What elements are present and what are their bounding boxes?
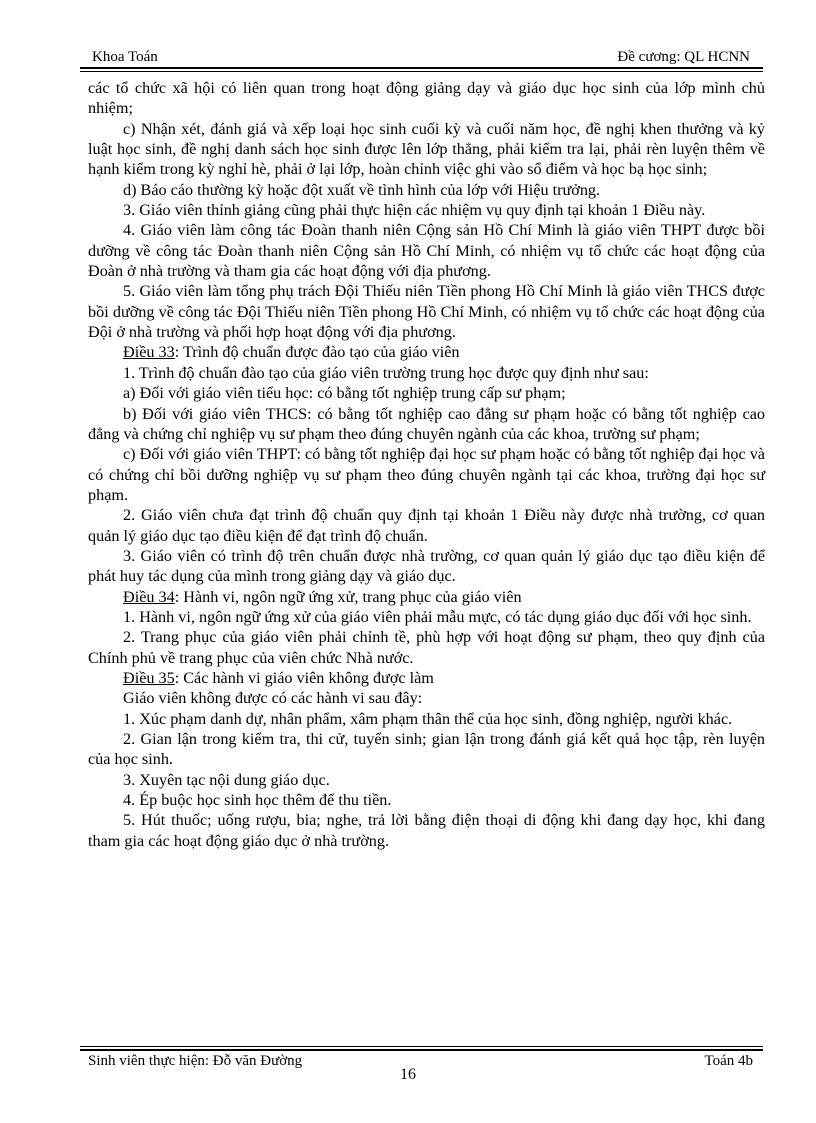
paragraph: a) Đối với giáo viên tiểu học: có bằng tốt nghiệp trung cấp sư phạm; bbox=[123, 384, 566, 403]
article-33-label: Điều 33 bbox=[123, 343, 175, 362]
paragraph: c) Nhận xét, đánh giá và xếp loại học sinh cuối kỳ và cuối năm học, đề nghị khen thưởng và kỷ luật học sinh, đề nghị danh sách học sinh được lên lớp thẳng, phải kiểm tra lại, phải rèn luyện thêm về hạnh kiểm trong kỳ nghỉ hè, phải ở lại lớp, hoàn chỉnh việc ghi vào sổ điểm và học bạ học sinh; bbox=[88, 119, 765, 179]
article-34-heading bbox=[88, 587, 765, 607]
paragraph: Giáo viên không được có các hành vi sau đây: bbox=[123, 689, 423, 708]
paragraph: 4. Giáo viên làm công tác Đoàn thanh niên Cộng sản Hồ Chí Minh là giáo viên THPT được bồi dưỡng về công tác Đoàn thanh niên Cộng sản Hồ Chí Minh, có nhiệm vụ tổ chức các hoạt động của Đoàn ở nhà trường và tham gia các hoạt động với địa phương. bbox=[88, 221, 765, 281]
paragraph: các tổ chức xã hội có liên quan trong hoạt động giảng dạy và giáo dục học sinh của lớp mình chủ nhiệm; bbox=[88, 79, 765, 118]
header-department: Khoa Toán bbox=[92, 49, 158, 65]
header-document-title: Đề cương: QL HCNN bbox=[617, 49, 750, 65]
article-35-title: : Các hành vi giáo viên không được làm bbox=[174, 668, 434, 687]
paragraph: 3. Xuyên tạc nội dung giáo dục. bbox=[123, 770, 330, 789]
page-number: 16 bbox=[400, 1066, 416, 1083]
paragraph: 1. Xúc phạm danh dự, nhân phẩm, xâm phạm thân thể của học sinh, đồng nghiệp, người khác. bbox=[123, 709, 733, 728]
paragraph: 3. Giáo viên thỉnh giảng cũng phải thực hiện các nhiệm vụ quy định tại khoản 1 Điều này. bbox=[123, 201, 706, 220]
article-35-heading bbox=[88, 668, 765, 688]
paragraph: 3. Giáo viên có trình độ trên chuẩn được nhà trường, cơ quan quản lý giáo dục tạo điều kiện để phát huy tác dụng của mình trong giảng dạy và giáo dục. bbox=[88, 546, 765, 586]
paragraph: 4. Ép buộc học sinh học thêm để thu tiền. bbox=[123, 791, 392, 810]
header-rule-thick bbox=[80, 67, 763, 69]
paragraph: 1. Hành vi, ngôn ngữ ứng xử của giáo viên phải mẫu mực, có tác dụng giáo dục đối với học sinh. bbox=[123, 607, 752, 626]
footer-class: Toán 4b bbox=[704, 1053, 753, 1069]
paragraph: 2. Giáo viên chưa đạt trình độ chuẩn quy định tại khoản 1 Điều này được nhà trường, cơ quan quản lý giáo dục tạo điều kiện để đạt trình độ chuẩn. bbox=[88, 506, 765, 545]
paragraph: 2. Gian lận trong kiểm tra, thi cử, tuyển sinh; gian lận trong đánh giá kết quả học tập, rèn luyện của học sinh. bbox=[88, 730, 765, 769]
article-33-heading bbox=[88, 342, 765, 362]
page-header bbox=[80, 49, 750, 69]
page-body bbox=[88, 78, 765, 851]
paragraph: 2. Trang phục của giáo viên phải chỉnh tề, phù hợp với hoạt động sư phạm, theo quy định của Chính phủ về trang phục của viên chức Nhà nước. bbox=[88, 628, 765, 667]
footer-rule-thin bbox=[80, 1046, 763, 1047]
footer-rule-thick bbox=[80, 1049, 763, 1051]
paragraph: b) Đối với giáo viên THCS: có bằng tốt nghiệp cao đẳng sư phạm hoặc có bằng tốt nghiệp cao đẳng và chứng chỉ nghiệp vụ sư phạm theo đúng chuyên ngành của các khoa, trường sư phạm; bbox=[88, 404, 765, 443]
article-34-title: : Hành vi, ngôn ngữ ứng xử, trang phục của giáo viên bbox=[174, 587, 522, 606]
paragraph: 1. Trình độ chuẩn đào tạo của giáo viên trường trung học được quy định như sau: bbox=[123, 363, 649, 382]
paragraph: c) Đối với giáo viên THPT: có bằng tốt nghiệp đại học sư phạm hoặc có bằng tốt nghiệp đại học và có chứng chỉ bồi dưỡng nghiệp vụ sư phạm theo đúng chuyên ngành tại các khoa, trường đại học sư phạm. bbox=[88, 445, 765, 504]
article-33-title: : Trình độ chuẩn được đào tạo của giáo viên bbox=[174, 343, 460, 362]
paragraph: 5. Hút thuốc; uống rượu, bia; nghe, trả lời bằng điện thoại di động khi đang dạy học, khi đang tham gia các hoạt động giáo dục ở nhà trường. bbox=[88, 811, 765, 850]
footer-author: Sinh viên thực hiện: Đỗ văn Đường bbox=[88, 1053, 303, 1069]
article-35-label: Điều 35 bbox=[123, 668, 175, 687]
header-rule-thin bbox=[80, 71, 763, 72]
paragraph: 5. Giáo viên làm tổng phụ trách Đội Thiếu niên Tiền phong Hồ Chí Minh là giáo viên THCS được bồi dưỡng về công tác Đội Thiếu niên Tiền phong Hồ Chí Minh, có nhiệm vụ tổ chức các hoạt động của Đội ở nhà trường và phối hợp hoạt động với địa phương. bbox=[88, 282, 765, 342]
article-34-label: Điều 34 bbox=[123, 587, 175, 606]
paragraph: d) Báo cáo thường kỳ hoặc đột xuất về tình hình của lớp với Hiệu trưởng. bbox=[123, 180, 601, 199]
